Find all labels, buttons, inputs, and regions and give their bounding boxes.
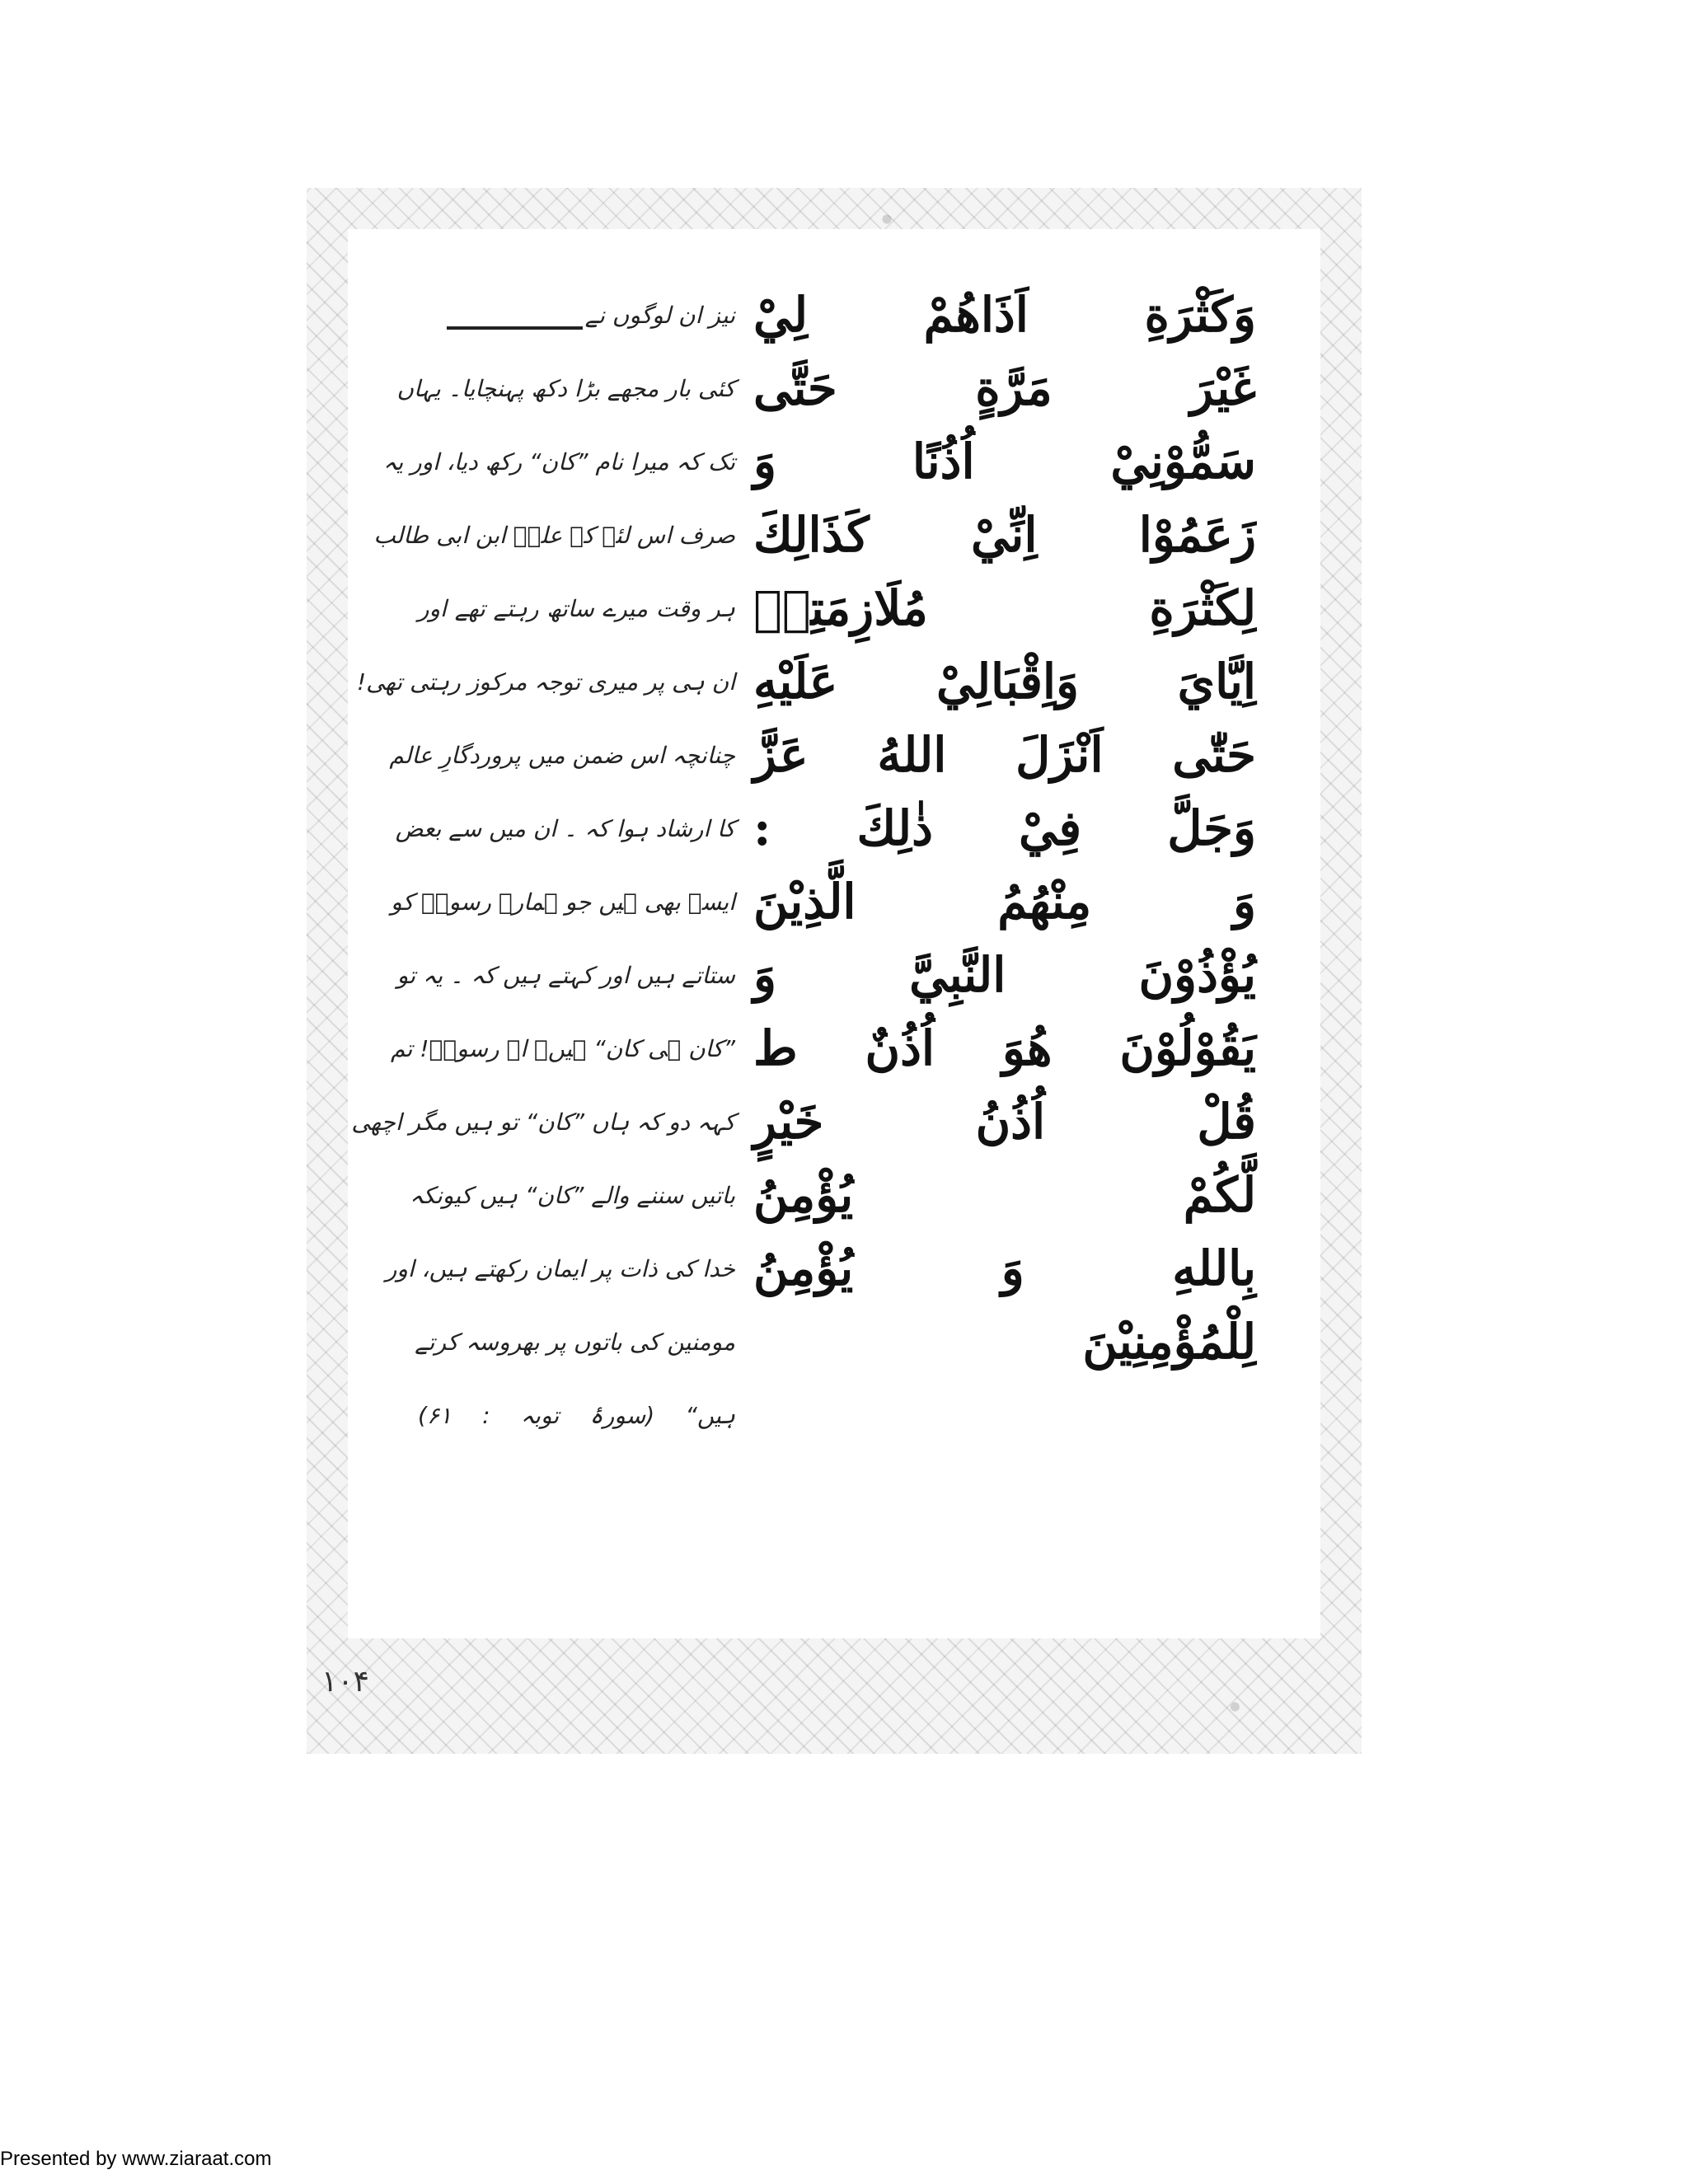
urdu-translation-column — [351, 279, 735, 1452]
arabic-text-column — [753, 279, 1256, 1379]
urdu-line: صرف اس لئے کہ علیؑ ابن ابی طالب — [373, 522, 735, 549]
urdu-line: باتیں سننے والے ”کان“ ہیں کیونکہ — [410, 1182, 735, 1209]
urdu-line: خدا کی ذات پر ایمان رکھتے ہیں، اور — [385, 1255, 735, 1282]
urdu-line: مومنین کی باتوں پر بھروسہ کرتے — [415, 1329, 735, 1356]
arabic-line: سَمُّوْنِيْ اُذُنًا وَ — [753, 434, 1256, 490]
arabic-line: وَكَثْرَةِ اَذَاهُمْ لِيْ — [753, 287, 1256, 343]
arabic-line: وَ مِنْهُمُ الَّذِيْنَ — [753, 874, 1256, 930]
urdu-line: نیز ان لوگوں نے — [584, 302, 735, 329]
arabic-line: لِلْمُؤْمِنِيْنَ — [1082, 1314, 1256, 1370]
arabic-line: يُؤْذُوْنَ النَّبِيَّ وَ — [753, 947, 1256, 1003]
arabic-line: غَيْرَ مَرَّةٍ حَتَّى — [753, 360, 1256, 416]
arabic-line: اِيَّايَ وَاِقْبَالِيْ عَلَيْهِ — [753, 654, 1256, 710]
urdu-line: ہر وقت میرے ساتھ رہتے تھے اور — [418, 595, 735, 622]
urdu-line: کئی بار مجھے بڑا دکھ پہنچایا۔ یہاں — [396, 375, 735, 402]
arabic-line: بِاللهِ وَ يُؤْمِنُ — [753, 1240, 1256, 1296]
page-frame — [307, 188, 1362, 1754]
page-number: ۱۰۴ — [321, 1665, 370, 1699]
page-content — [348, 229, 1320, 1638]
arabic-line: لِكَثْرَةِ مُلَازِمَتِهٖ — [753, 580, 1256, 636]
urdu-line: ستاتے ہیں اور کہتے ہیں کہ ۔ یہ تو — [396, 962, 735, 989]
urdu-line: کہہ دو کہ ہاں ”کان“ تو ہیں مگر اچھی — [351, 1108, 735, 1136]
arabic-line: وَجَلَّ فِيْ ذٰلِكَ : — [753, 800, 1256, 856]
arabic-line: قُلْ اُذُنُ خَيْرٍ — [753, 1094, 1256, 1150]
urdu-line: ان ہی پر میری توجہ مرکوز رہتی تھی! — [356, 668, 735, 696]
urdu-line: ایسے بھی ہیں جو ہمارے رسولؐ کو — [391, 888, 735, 916]
arabic-line: زَعَمُوْا اِنِّيْ كَذَالِكَ — [753, 507, 1256, 563]
urdu-line: کا ارشاد ہوا کہ ۔ ان میں سے بعض — [395, 815, 735, 842]
arabic-line: لَّكُمْ يُؤْمِنُ — [753, 1167, 1256, 1223]
urdu-line: چنانچہ اس ضمن میں پروردگارِ عالم — [389, 742, 735, 769]
arabic-line: حَتّٰى اَنْزَلَ اللهُ عَزَّ — [753, 727, 1256, 783]
urdu-line: تک کہ میرا نام ”کان“ رکھ دیا، اور یہ — [383, 448, 735, 476]
urdu-line: ہیں“ (سورۂ توبہ : ۶۱) — [418, 1402, 735, 1429]
footer-credit: Presented by www.ziaraat.com — [0, 2148, 272, 2170]
arabic-line: يَقُوْلُوْنَ هُوَ اُذُنٌ ط — [753, 1020, 1256, 1076]
urdu-line: ”کان ہی کان“ ہیں۔ اے رسولؐ! تم — [390, 1035, 735, 1062]
